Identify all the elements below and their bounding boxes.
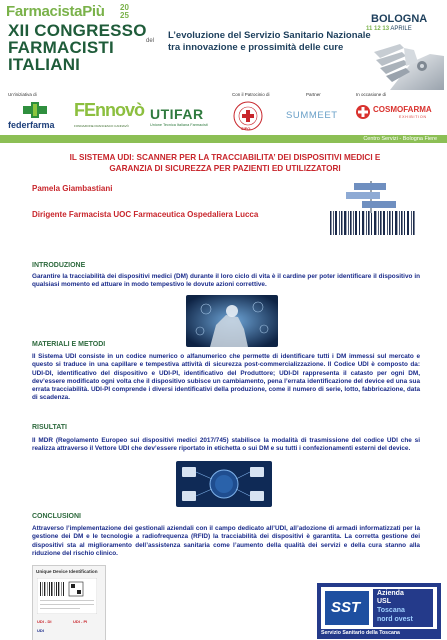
robot-hand-illustration (360, 32, 446, 92)
methods-heading: MATERIALI E METODI (32, 341, 106, 348)
partner-label: Partner (306, 92, 321, 97)
udi-center-label: UDI (37, 628, 44, 633)
utifar-logo (150, 106, 220, 132)
udi-barcode-illustration (324, 177, 424, 241)
fondazione-cannavo-subtitle: FONDAZIONE FRANCESCO CANNAVÒ (74, 124, 129, 128)
fondazione-cannavo-logo (72, 100, 146, 132)
utifar-subtitle: Unione Tecnica Italiana Farmacisti (150, 123, 208, 127)
asl-badge (373, 589, 433, 627)
sifo-name: SIFO (241, 126, 251, 131)
congress-title-line-3: ITALIANI (8, 55, 81, 74)
intro-heading: INTRODUZIONE (32, 262, 86, 269)
results-heading: RISULTATI (32, 424, 67, 431)
event-month: APRILE (390, 26, 412, 32)
summeet-logo (286, 110, 342, 126)
poster-body (0, 143, 447, 640)
udi-pi-label: UDI - PI (73, 619, 88, 624)
tagline-line-2: tra innovazione e prossimità delle cure (168, 41, 344, 53)
intro-text: Garantire la tracciabilità dei dispositivi medici (DM) durante il loro ciclo di vita è il cardine per poter identificare il dispositivo in qualsiasi momento ed attuare in modo tempestivo le dovute azioni correttive. (32, 273, 420, 289)
event-days: 11 12 13 (366, 26, 390, 32)
federfarma-name: federfarma (8, 120, 55, 130)
ssn-label: Servizio Sanitario della Toscana (321, 630, 400, 636)
federfarma-logo (6, 102, 64, 132)
sifo-seal (232, 100, 264, 132)
poster-title-line-1: IL SISTEMA UDI: SCANNER PER LA TRACCIABILITA’ DEI DISPOSITIVI MEDICI E (69, 153, 381, 162)
udi-card-title: Unique Device Identification (36, 569, 98, 574)
asl-line-1: Azienda (377, 590, 404, 597)
cosmofarma-logo (355, 102, 443, 130)
digital-health-image (186, 295, 278, 347)
conclusions-heading: CONCLUSIONI (32, 513, 81, 520)
occasione-label: In occasione di (356, 92, 387, 97)
udi-di-label: UDI - DI (37, 619, 52, 624)
poster-author-role: Dirigente Farmacista UOC Farmaceutica Ospedaliera Lucca (32, 210, 259, 219)
federfarma-cross-icon (20, 102, 50, 118)
sst-mark: SST (331, 599, 361, 616)
sst-logo-panel (321, 587, 437, 629)
tagline-line-1: L’evoluzione del Servizio Sanitario Nazionale (168, 30, 371, 41)
asl-line-2: USL (377, 598, 391, 605)
medical-devices-image (176, 461, 272, 507)
venue-label: Centro Servizi - Bologna Fiere (363, 136, 437, 142)
cosmofarma-mark-icon (355, 104, 371, 120)
sponsors-strip (0, 92, 447, 136)
congress-title (8, 22, 147, 73)
conclusions-text: Attraverso l’implementazione dei gestionali aziendali con il campo dedicato all’UDI, all’adozione di armadi informatizzati per la gestione dei DM e le tecnologie a radiofrequenza (RFID) la tracciabilità dei dispositivi è garantita. La corretta gestione dei dispositivi sta al miglioramento dell’assistenza sanitaria come l’aumento della qualità dei servizi e della cura stanno alla riduzione del rischio clinico. (32, 525, 420, 557)
congress-header (0, 0, 447, 94)
cosmofarma-name: COSMOFARMA (373, 105, 432, 114)
cosmofarma-subtitle: EXHIBITION (399, 115, 427, 119)
fondazione-cannavo-mark: FEnnovò (74, 100, 144, 120)
sst-asl-logo (317, 583, 441, 639)
iniziativa-label: Un'iniziativa di (8, 92, 37, 97)
poster-title (20, 153, 430, 174)
brand-logo (6, 3, 129, 21)
poster-author: Pamela Giambastiani (32, 184, 113, 193)
results-text: Il MDR (Regolamento Europeo sui dispositivi medici 2017/745) stabilisce la modalità di trasmissione del codice UDI che si realizza attraverso il Vettore UDI che dev’essere riportato in etichetta o sui DM e su tutti i confezionamenti esterni del device. (32, 437, 420, 453)
udi-card-image (32, 565, 106, 640)
brand-year: 20 25 (120, 3, 129, 20)
udi-card-barcode (37, 578, 97, 614)
congress-title-line-2: FARMACISTI (8, 38, 114, 57)
asl-line-3: Toscana (377, 607, 405, 614)
asl-line-4: nord ovest (377, 616, 413, 623)
utifar-mark: UTIFAR (150, 106, 204, 122)
patrocinio-label: Con il Patrocinio di (232, 92, 270, 97)
congress-del: del (146, 38, 155, 44)
methods-text: Il Sistema UDI consiste in un codice numerico o alfanumerico che permette di identificare tutti i DM immessi sul mercato e questo si traduce in una capillare e tempestiva attività di sicurezza post-commercializzazione. Il Codice UDI è composto da: UDI-DI, identificativo del dispositivo e UDI-PI, identificativo del Produttore; UDI-DI rappresenta il catasto per ogni DM, dev’essere modificato ogni volta che il dispositivo subisce un cambiamento, pena l’errata identificazione del device ed una sua errata tracciabilità. UDI-PI comprende i diversi identificativi della produzione, come il numero di serie, lotto, fabbricazione, data di scadenza. (32, 353, 420, 402)
congress-title-line-1: XII CONGRESSO (8, 21, 147, 40)
summeet-name: SUMMEET (286, 110, 338, 121)
poster-title-line-2: GARANZIA DI SICUREZZA PER PAZIENTI ED UTILIZZATORI (109, 163, 341, 173)
event-city: BOLOGNA (371, 13, 428, 25)
brand-name: FarmacistaPiù (6, 3, 105, 20)
congress-tagline (168, 30, 371, 53)
venue-bar (0, 135, 447, 143)
sst-badge (325, 591, 369, 625)
